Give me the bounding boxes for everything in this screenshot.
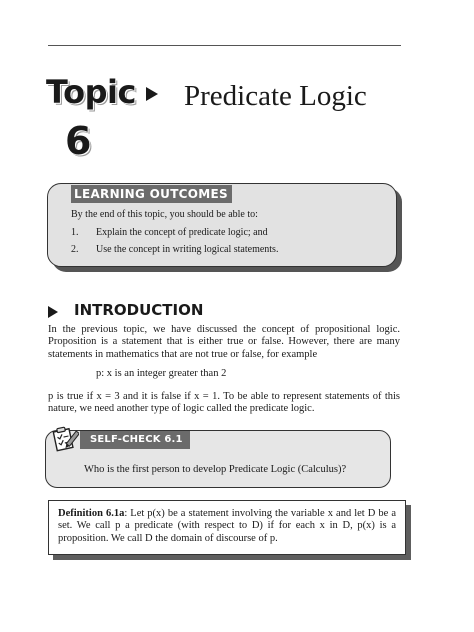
outcome-text: Explain the concept of predicate logic; and xyxy=(96,227,268,238)
top-rule xyxy=(48,45,401,46)
triangle-right-icon xyxy=(48,306,58,318)
topic-number: 6 xyxy=(65,119,92,163)
self-check-question: Who is the first person to develop Predicate Logic (Calculus)? xyxy=(84,464,347,475)
formula: p: x is an integer greater than 2 xyxy=(96,368,227,379)
outcome-number: 2. xyxy=(71,244,79,255)
page-title: Predicate Logic xyxy=(184,80,367,112)
definition-label: Definition 6.1a xyxy=(58,508,125,519)
definition-box xyxy=(48,500,406,555)
learning-outcomes-intro: By the end of this topic, you should be able to: xyxy=(71,209,258,220)
self-check-label: SELF-CHECK 6.1 xyxy=(80,431,190,449)
learning-outcomes-label: LEARNING OUTCOMES xyxy=(71,185,232,203)
section-heading: INTRODUCTION xyxy=(74,301,204,319)
checklist-pencil-icon xyxy=(49,425,79,453)
intro-paragraph: In the previous topic, we have discussed the concept of propositional logic. Proposition is a statement that is either true or false. However, there are many statements in mathematics that are not true or false, for example xyxy=(48,324,400,360)
intro-paragraph: p is true if x = 3 and it is false if x = 1. To be able to represent statements of this nature, we need another type of logic called the predicate logic. xyxy=(48,391,400,415)
definition-text: : Let p(x) be a statement involving the variable x and let D be a set. We call p a predicate (with respect to D) if for each x in D, p(x) is a proposition. We call D the domain of discourse of p. xyxy=(58,508,396,544)
triangle-right-icon xyxy=(146,87,158,101)
outcome-number: 1. xyxy=(71,227,79,238)
topic-word: Topic xyxy=(46,73,136,111)
outcome-text: Use the concept in writing logical statements. xyxy=(96,244,279,255)
